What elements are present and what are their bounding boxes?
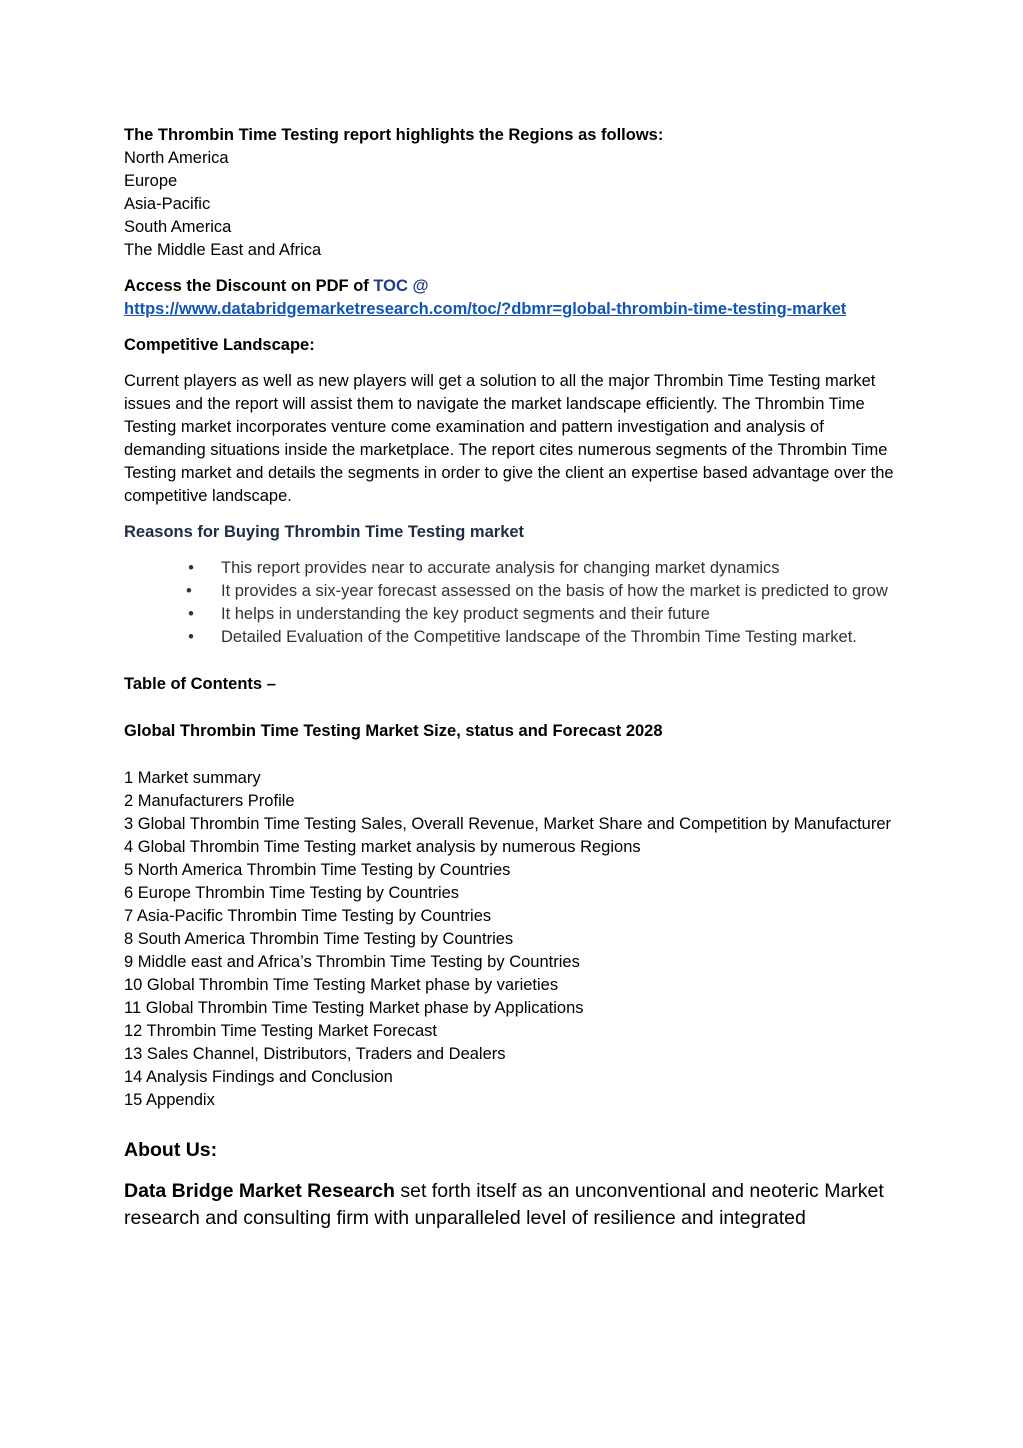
bullet-icon: • — [186, 582, 192, 600]
region-item: South America — [124, 218, 232, 236]
reason-item — [186, 626, 904, 649]
competitive-heading: Competitive Landscape: — [124, 336, 315, 354]
toc-item: 6 Europe Thrombin Time Testing by Countries — [124, 884, 460, 902]
reason-text: It helps in understanding the key product segments and their future — [221, 605, 710, 623]
regions-heading: The Thrombin Time Testing report highlights the Regions as follows: — [124, 126, 664, 144]
reason-text: This report provides near to accurate analysis for changing market dynamics — [221, 559, 780, 577]
about-text: set forth itself as an unconventional and neoteric Market research and consulting firm with unparalleled level of resilience and integrated — [124, 1180, 884, 1229]
reason-item — [186, 557, 904, 580]
reason-item — [186, 603, 904, 626]
reason-item — [186, 580, 904, 603]
toc-item: 10 Global Thrombin Time Testing Market phase by varieties — [124, 976, 559, 994]
bullet-icon: • — [188, 559, 194, 577]
toc-item: 11 Global Thrombin Time Testing Market phase by Applications — [124, 999, 584, 1017]
toc-item: 13 Sales Channel, Distributors, Traders and Dealers — [124, 1045, 506, 1063]
discount-label: Access the Discount on PDF of — [124, 277, 374, 295]
toc-heading: Table of Contents – — [124, 675, 276, 693]
about-heading: About Us: — [124, 1139, 218, 1161]
toc-list — [124, 767, 904, 1112]
about-company: Data Bridge Market Research — [124, 1180, 395, 1202]
toc-item: 15 Appendix — [124, 1091, 215, 1109]
reason-text: It provides a six-year forecast assessed on the basis of how the market is predicted to grow — [221, 582, 888, 600]
toc-item: 3 Global Thrombin Time Testing Sales, Overall Revenue, Market Share and Competition by Manufacturer — [124, 815, 892, 833]
bullet-icon: • — [188, 628, 194, 646]
toc-link[interactable]: https://www.databridgemarketresearch.com/toc/?dbmr=global-thrombin-time-testing-market — [124, 300, 847, 318]
discount-heading — [124, 275, 904, 298]
region-item: The Middle East and Africa — [124, 241, 322, 259]
discount-toc-word: TOC @ — [373, 277, 429, 295]
regions-list — [124, 147, 904, 262]
bullet-icon: • — [188, 605, 194, 623]
reasons-heading: Reasons for Buying Thrombin Time Testing market — [124, 523, 525, 541]
toc-item: 8 South America Thrombin Time Testing by Countries — [124, 930, 514, 948]
toc-subheading: Global Thrombin Time Testing Market Size, status and Forecast 2028 — [124, 722, 663, 740]
toc-item: 7 Asia-Pacific Thrombin Time Testing by Countries — [124, 907, 492, 925]
toc-item: 9 Middle east and Africa’s Thrombin Time Testing by Countries — [124, 953, 580, 971]
toc-item: 14 Analysis Findings and Conclusion — [124, 1068, 393, 1086]
region-item: North America — [124, 149, 229, 167]
region-item: Europe — [124, 172, 178, 190]
document-page — [124, 124, 904, 1232]
about-paragraph — [124, 1178, 904, 1232]
toc-item: 2 Manufacturers Profile — [124, 792, 295, 810]
toc-item: 5 North America Thrombin Time Testing by Countries — [124, 861, 511, 879]
competitive-paragraph: Current players as well as new players will get a solution to all the major Thrombin Time Testing market issues and the report will assist them to navigate the market landscape efficiently. The Thrombin Time Testing market incorporates venture come examination and pattern investigation and analysis of demanding situations inside the marketplace. The report cites numerous segments of the Thrombin Time Testing market and details the segments in order to give the client an expertise based advantage over the competitive landscape. — [124, 372, 894, 505]
toc-item: 1 Market summary — [124, 769, 261, 787]
toc-item: 12 Thrombin Time Testing Market Forecast — [124, 1022, 438, 1040]
region-item: Asia-Pacific — [124, 195, 211, 213]
reason-text: Detailed Evaluation of the Competitive landscape of the Thrombin Time Testing market. — [221, 628, 857, 646]
toc-item: 4 Global Thrombin Time Testing market analysis by numerous Regions — [124, 838, 641, 856]
reasons-list — [124, 557, 904, 649]
